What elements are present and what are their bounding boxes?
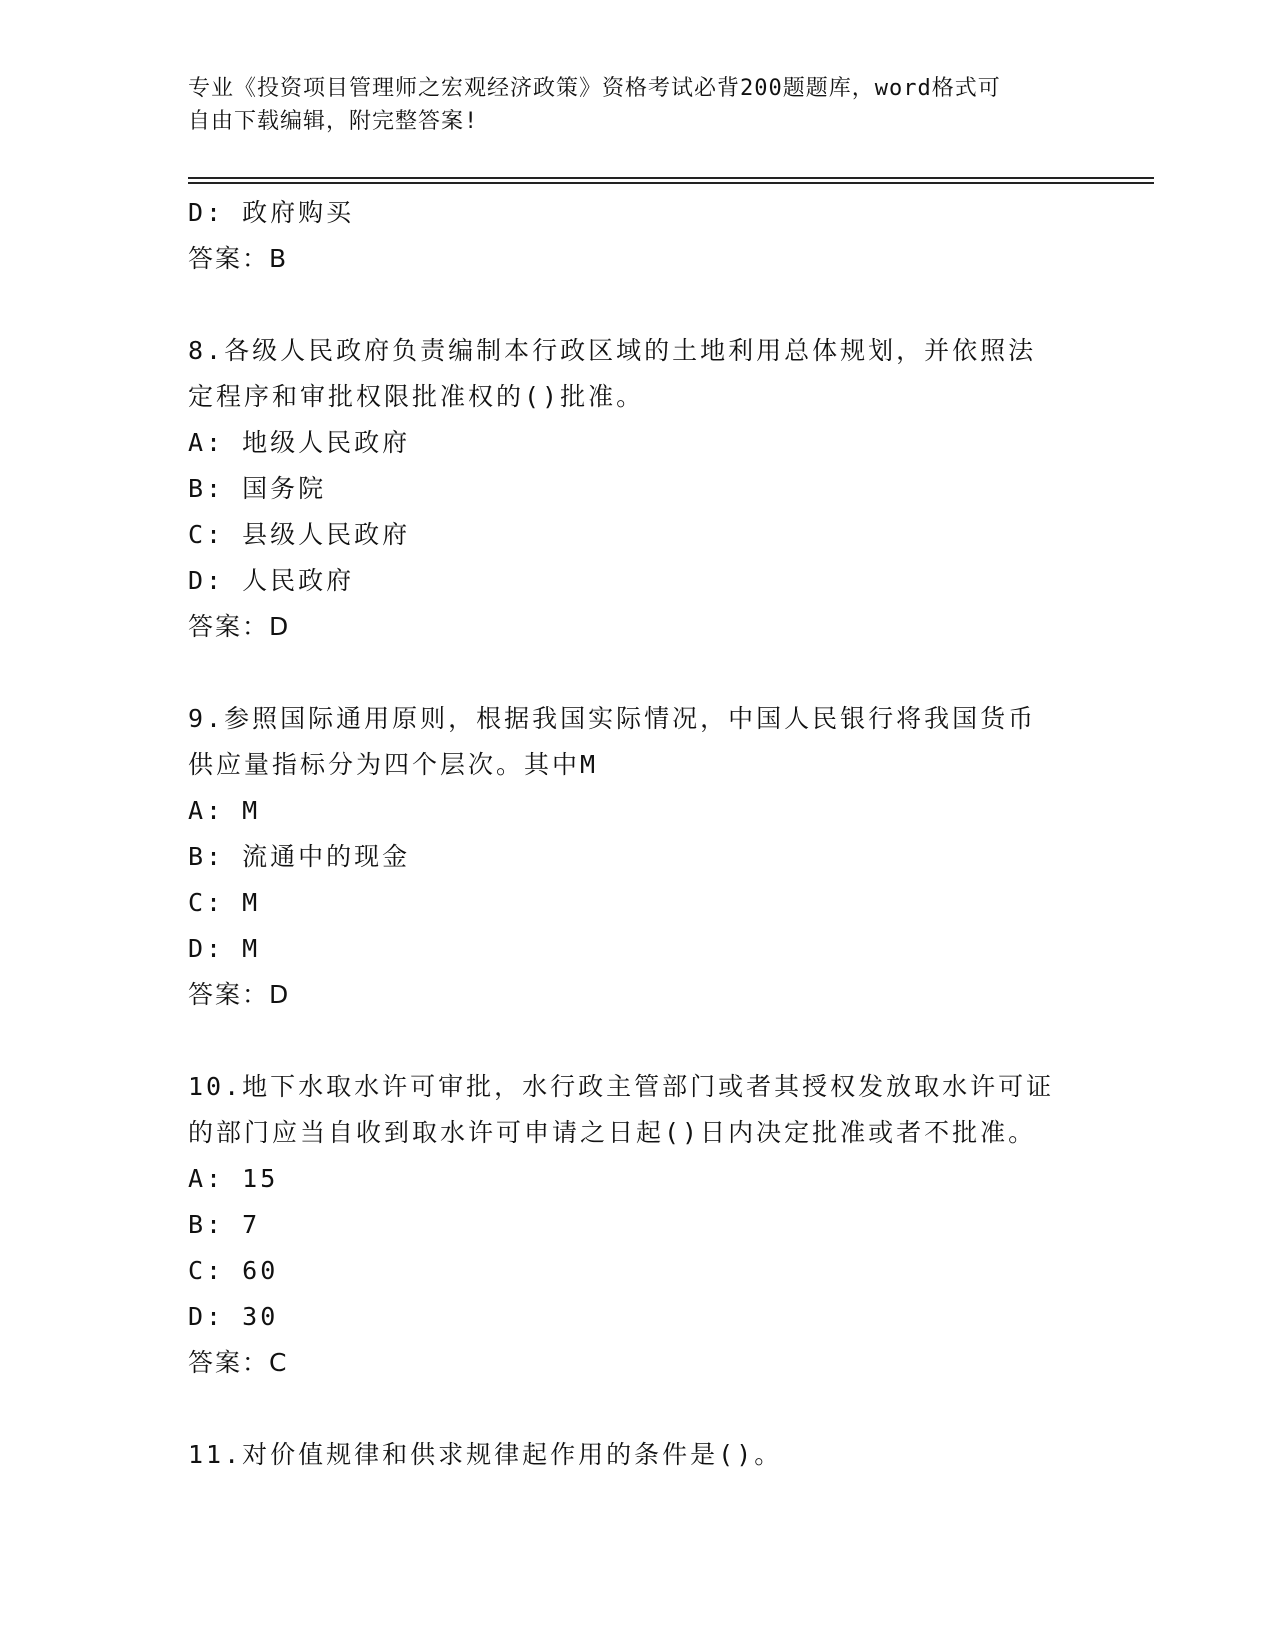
question-list: [188, 190, 1088, 1478]
question-11: [188, 1432, 1088, 1478]
header-line-2: 自由下载编辑，附完整答案!: [188, 109, 479, 134]
option-c: C: 县级人民政府: [188, 520, 411, 549]
header-divider-top: [188, 177, 1154, 179]
option-d: D: 人民政府: [188, 566, 355, 595]
question-9: [188, 696, 1088, 1018]
question-stem: 9.参照国际通用原则，根据我国实际情况，中国人民银行将我国货币: [188, 704, 1037, 733]
question-7-tail: [188, 190, 1088, 282]
option-a: A: 15: [188, 1164, 279, 1193]
question-10: [188, 1064, 1088, 1386]
option-d: D: M: [188, 934, 261, 963]
question-8: [188, 328, 1088, 650]
question-stem-continued: 定程序和审批权限批准权的()批准。: [188, 382, 645, 411]
header-divider-bottom: [188, 182, 1154, 184]
answer: 答案：D: [188, 612, 291, 641]
question-stem-continued: 的部门应当自收到取水许可申请之日起()日内决定批准或者不批准。: [188, 1118, 1037, 1147]
header-line-1: 专业《投资项目管理师之宏观经济政策》资格考试必背200题题库，word格式可: [188, 76, 1001, 101]
option-d: D: 政府购买: [188, 198, 355, 227]
question-stem: 11.对价值规律和供求规律起作用的条件是()。: [188, 1440, 783, 1469]
question-stem: 10.地下水取水许可审批，水行政主管部门或者其授权发放取水许可证: [188, 1072, 1055, 1101]
answer: 答案：B: [188, 244, 289, 273]
option-a: A: M: [188, 796, 261, 825]
answer: 答案：D: [188, 980, 291, 1009]
option-b: B: 流通中的现金: [188, 842, 411, 871]
question-stem: 8.各级人民政府负责编制本行政区域的土地利用总体规划，并依照法: [188, 336, 1037, 365]
option-c: C: M: [188, 888, 261, 917]
option-c: C: 60: [188, 1256, 279, 1285]
option-b: B: 国务院: [188, 474, 327, 503]
answer: 答案：C: [188, 1348, 289, 1377]
question-stem-continued: 供应量指标分为四个层次。其中M: [188, 750, 599, 779]
document-header: [188, 72, 1068, 138]
option-a: A: 地级人民政府: [188, 428, 411, 457]
option-d: D: 30: [188, 1302, 279, 1331]
option-b: B: 7: [188, 1210, 261, 1239]
